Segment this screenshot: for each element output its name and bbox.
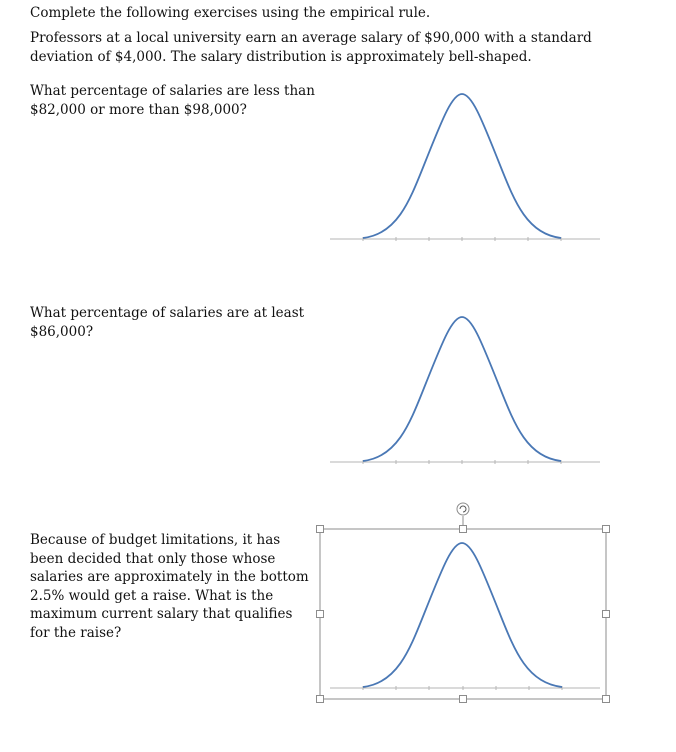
selection-box xyxy=(320,529,606,699)
bell-curve-3-selected[interactable] xyxy=(310,495,620,710)
rotate-handle-icon[interactable] xyxy=(457,503,469,515)
question-1: What percentage of salaries are less than $82,000 or more than $98,000? xyxy=(30,83,315,118)
question-3: Because of budget limitations, it has been decided that only those whose salaries are approximately in the bottom 2.5% would get a raise. What is the maximum current salary that qualifies for the raise? xyxy=(30,532,309,641)
normal-curve xyxy=(363,543,562,687)
bell-curve-2[interactable] xyxy=(320,303,610,473)
question-2: What percentage of salaries are at least $86,000? xyxy=(30,305,305,340)
normal-curve xyxy=(363,317,561,461)
problem-description: Professors at a local university earn an average salary of $90,000 with a standard deviation of $4,000. The salary distribution is approximately bell-shaped. xyxy=(30,30,592,65)
instructions-text: Complete the following exercises using the empirical rule. xyxy=(30,5,431,21)
bell-curve-1[interactable] xyxy=(320,80,610,250)
normal-curve xyxy=(363,94,561,238)
resize-handles xyxy=(317,526,610,703)
